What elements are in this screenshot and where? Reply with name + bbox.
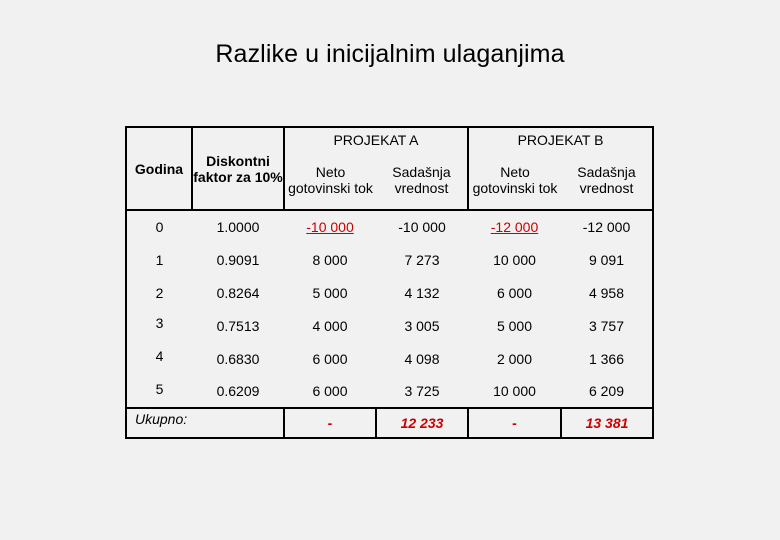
cell-b-sv: 4 958 [561,276,653,309]
page-title: Razlike u inicijalnim ulaganjima [215,40,565,68]
cell-faktor: 0.6209 [216,383,260,399]
cell-a-neto: 5 000 [312,284,348,301]
cell-godina: 4 [126,342,192,375]
table-row [126,276,653,309]
cell-faktor: 0.7513 [216,317,260,334]
total-faktor-empty [192,408,284,438]
header-a-sadasnja: Sadašnja vrednost [392,164,451,196]
total-b-sv: 13 381 [561,408,653,438]
cell-b-neto: 6 000 [496,284,533,301]
cell-godina: 0 [126,210,192,243]
header-a-neto: Neto gotovinski tok [288,164,373,196]
cell-a-sv: 4 098 [404,350,440,367]
table-row [126,375,653,408]
cell-a-sv: -10 000 [376,210,468,243]
table-row [126,342,653,375]
cell-godina: 1 [126,243,192,276]
header-b-sadasnja: Sadašnja vrednost [561,151,653,210]
cell-b-sv: 1 366 [561,342,653,375]
investment-table [125,126,654,439]
cell-faktor: 0.9091 [216,251,260,268]
total-a-sv: 12 233 [376,408,468,438]
cell-b-sv: -12 000 [561,210,653,243]
total-label: Ukupno: [126,408,192,438]
cell-b-neto: -12 000 [468,210,561,243]
total-a-neto: - [284,408,376,438]
cell-godina: 3 [126,309,192,342]
total-row [126,408,653,438]
table-row [126,243,653,276]
cell-faktor: 0.6830 [216,350,260,367]
total-b-neto: - [468,408,561,438]
table-row [126,210,653,243]
header-diskontni-faktor: Diskontni faktor za 10% [192,127,284,210]
cell-faktor: 1.0000 [192,210,284,243]
cell-b-sv: 3 757 [561,309,653,342]
cell-b-neto: 10 000 [493,251,536,268]
cell-b-neto: 2 000 [496,350,533,367]
header-projekat-b: PROJEKAT B [468,127,653,151]
cell-godina: 5 [126,375,192,408]
cell-a-neto: 8 000 [312,251,348,268]
cell-a-sv: 4 132 [404,284,440,301]
header-projekat-a: PROJEKAT A [284,127,468,151]
cell-a-sv: 3 725 [404,383,440,399]
cell-a-neto: 6 000 [312,350,348,367]
cell-b-sv: 9 091 [561,243,653,276]
cell-a-neto: 6 000 [312,383,348,399]
cell-b-neto: 10 000 [493,383,536,399]
cell-b-neto: 5 000 [496,317,533,334]
table-row [126,309,653,342]
header-godina: Godina [126,127,192,210]
header-b-neto: Neto gotovinski tok [468,151,561,210]
cell-godina: 2 [126,276,192,309]
cell-b-sv: 6 209 [561,375,653,408]
cell-a-neto: 4 000 [312,317,348,334]
cell-faktor: 0.8264 [216,284,260,301]
cell-a-sv: 7 273 [404,251,440,268]
cell-a-sv: 3 005 [404,317,440,334]
cell-a-neto: -10 000 [284,210,376,243]
